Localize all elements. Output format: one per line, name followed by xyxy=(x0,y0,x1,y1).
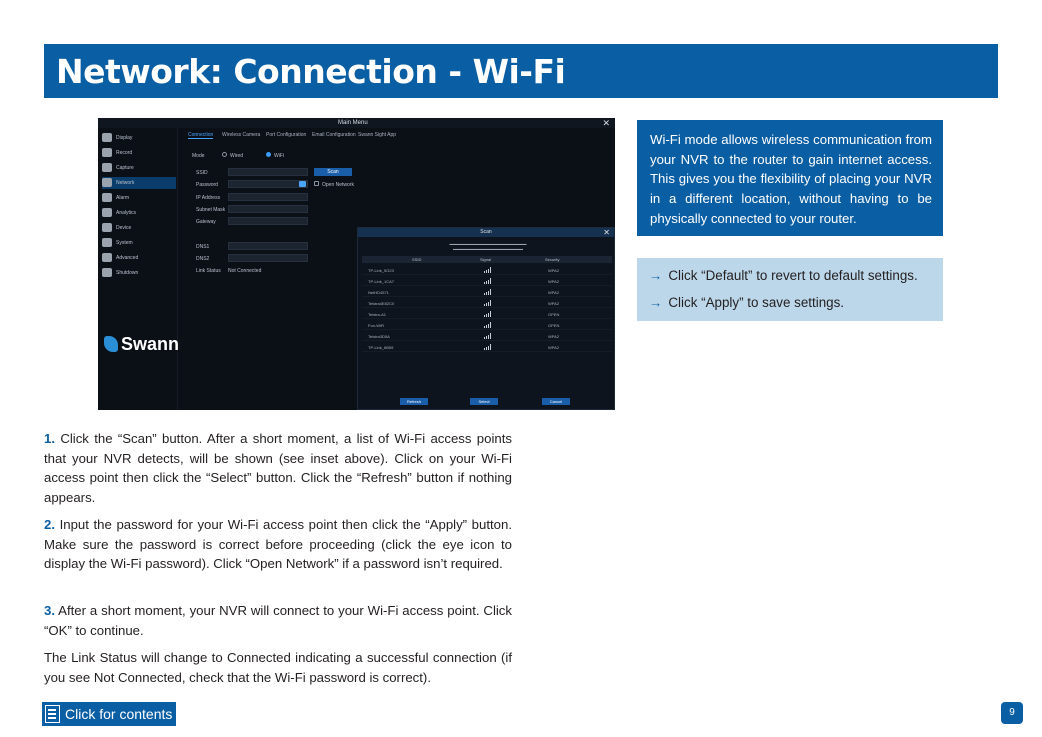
scan-row[interactable] xyxy=(362,265,612,275)
step-2-number: 2. xyxy=(44,517,55,532)
document-icon xyxy=(45,705,60,723)
alarm-icon xyxy=(102,193,112,202)
select-button[interactable]: Select xyxy=(470,398,498,405)
tips-box xyxy=(637,258,943,321)
subnet-mask-label: Subnet Mask xyxy=(196,207,226,213)
wifi-signal-icon xyxy=(484,322,491,328)
step-3-number: 3. xyxy=(44,603,55,618)
tip-apply-text: Click “Apply” to save settings. xyxy=(668,295,845,310)
window-titlebar xyxy=(98,118,615,128)
col-ssid: SSID xyxy=(412,257,422,262)
mode-wifi-label: WiFi xyxy=(274,153,284,159)
scan-button[interactable]: Scan xyxy=(314,168,352,176)
step-3-text: After a short moment, your NVR will connect to your Wi-Fi access point. Click “OK” to continue. xyxy=(44,603,512,638)
system-icon xyxy=(102,238,112,247)
shutdown-icon xyxy=(102,268,112,277)
step-1 xyxy=(44,429,512,507)
step-1-text: Click the “Scan” button. After a short moment, a list of Wi-Fi access points that your NVR detects, will be shown (see inset above). Click on your Wi-Fi access point then click the “Select” button. Click the “Refresh” button if nothing appears. xyxy=(44,431,512,505)
scan-row[interactable] xyxy=(362,320,612,330)
tab-port-configuration[interactable]: Port Configuration xyxy=(266,132,307,138)
sidebar-item-system[interactable] xyxy=(102,237,176,249)
scan-row-ssid: Telstra3D5A xyxy=(368,334,390,339)
sidebar-item-label: System xyxy=(116,240,133,246)
dns1-label: DNS1 xyxy=(196,244,210,250)
step-3 xyxy=(44,601,512,640)
open-network-label: Open Network xyxy=(322,182,354,188)
sidebar xyxy=(98,128,178,410)
dns1-field[interactable] xyxy=(228,242,308,250)
password-field[interactable] xyxy=(228,180,308,188)
sidebar-item-analytics[interactable] xyxy=(102,207,176,219)
tab-email-configuration[interactable]: Email Configuration xyxy=(312,132,356,138)
page-number: 9 xyxy=(1001,702,1023,724)
sidebar-item-label: Advanced xyxy=(116,255,139,261)
close-icon[interactable]: ✕ xyxy=(602,118,610,128)
window-title: Main Menu xyxy=(338,120,368,126)
scan-row-security: WPA2 xyxy=(548,290,560,295)
scan-row[interactable] xyxy=(362,276,612,286)
scan-row[interactable] xyxy=(362,331,612,341)
step-2 xyxy=(44,515,512,574)
tab-connection[interactable]: Connection xyxy=(188,132,214,138)
arrow-right-icon: → xyxy=(649,295,663,310)
sidebar-item-alarm[interactable] xyxy=(102,192,176,204)
record-icon xyxy=(102,148,112,157)
mode-wired-radio[interactable] xyxy=(222,152,227,157)
scan-row-security: OPEN xyxy=(548,312,560,317)
mode-wired-label: Wired xyxy=(230,153,244,159)
gateway-field[interactable] xyxy=(228,217,308,225)
scan-row-security: WPA2 xyxy=(548,345,560,350)
scan-row-ssid: TP-Link_1CA7 xyxy=(368,279,395,284)
mode-wifi-radio[interactable] xyxy=(266,152,271,157)
scan-row-security: WPA2 xyxy=(548,301,560,306)
scan-dialog-title: Scan xyxy=(480,229,492,235)
dns2-field[interactable] xyxy=(228,254,308,262)
scan-row-ssid: NetHD4571 xyxy=(368,290,389,295)
gateway-label: Gateway xyxy=(196,219,216,225)
link-status-label: Link Status xyxy=(196,268,221,274)
sidebar-item-label: Display xyxy=(116,135,133,141)
wifi-signal-icon xyxy=(484,333,491,339)
scan-row[interactable] xyxy=(362,287,612,297)
scan-row-security: WPA2 xyxy=(548,279,560,284)
tab-wireless-camera[interactable]: Wireless Camera xyxy=(222,132,261,138)
wifi-signal-icon xyxy=(484,311,491,317)
device-icon xyxy=(102,223,112,232)
refresh-button[interactable]: Refresh xyxy=(400,398,428,405)
scan-dialog-message: ▬▬▬▬▬▬▬▬▬▬▬▬▬▬▬▬▬▬▬▬▬▬ ▬▬▬▬▬▬▬▬▬▬▬▬▬▬▬▬▬▬▬▬ xyxy=(449,242,527,251)
wifi-signal-icon xyxy=(484,289,491,295)
display-icon xyxy=(102,133,112,142)
password-label: Password xyxy=(196,182,218,188)
analytics-icon xyxy=(102,208,112,217)
scan-row-ssid: TP-Link_5G23 xyxy=(368,268,394,273)
sidebar-item-label: Shutdown xyxy=(116,270,139,276)
ssid-field[interactable] xyxy=(228,168,308,176)
capture-icon xyxy=(102,163,112,172)
sidebar-item-device[interactable] xyxy=(102,222,176,234)
tab-swann-sight-app[interactable]: Swann Sight App xyxy=(358,132,397,138)
tip-default xyxy=(649,268,918,283)
mode-label: Mode xyxy=(192,153,205,159)
step-2-text: Input the password for your Wi-Fi access point then click the “Apply” button. Make sure the password is correct before proceeding (click the eye icon to display the Wi-Fi password). Click “Open Network” if a password isn’t required. xyxy=(44,517,512,571)
scan-row[interactable] xyxy=(362,298,612,308)
sidebar-item-capture[interactable] xyxy=(102,162,176,174)
scan-row-ssid: TP-Link_6B59 xyxy=(368,345,394,350)
ip-address-label: IP Address xyxy=(196,195,221,201)
subnet-mask-field[interactable] xyxy=(228,205,308,213)
scan-row-ssid: Fon-WiFi xyxy=(368,323,385,328)
nvr-screenshot xyxy=(98,118,615,410)
arrow-right-icon: → xyxy=(649,268,663,283)
wifi-signal-icon xyxy=(484,300,491,306)
sidebar-item-shutdown[interactable] xyxy=(102,267,176,279)
scan-dialog xyxy=(357,227,615,410)
wifi-signal-icon xyxy=(484,278,491,284)
scan-row-ssid: Telstra4E82C0 xyxy=(368,301,395,306)
swann-logo-icon xyxy=(104,336,118,352)
scan-close-icon[interactable]: ✕ xyxy=(603,228,610,237)
wifi-signal-icon xyxy=(484,267,491,273)
sidebar-item-label: Network xyxy=(116,180,135,186)
scan-row-ssid: Telstra-A1 xyxy=(368,312,387,317)
sidebar-item-label: Analytics xyxy=(116,210,137,216)
scan-row[interactable] xyxy=(362,309,612,319)
sidebar-item-advanced[interactable] xyxy=(102,252,176,264)
page-title: Network: Connection - Wi-Fi xyxy=(56,52,566,91)
scan-row-security: WPA2 xyxy=(548,268,560,273)
sidebar-item-record[interactable] xyxy=(102,147,176,159)
closing-paragraph: The Link Status will change to Connected indicating a successful connection (if you see Not Connected, check that the Wi-Fi password is correct). xyxy=(44,650,512,685)
sidebar-item-label: Capture xyxy=(116,165,134,171)
eye-icon[interactable] xyxy=(299,181,306,187)
info-box xyxy=(637,120,943,236)
ssid-label: SSID xyxy=(196,170,208,176)
contents-link[interactable] xyxy=(42,702,176,726)
sidebar-item-label: Record xyxy=(116,150,133,156)
brand-name: Swann xyxy=(121,334,180,354)
scan-row[interactable] xyxy=(362,342,612,352)
link-status-value: Not Connected xyxy=(228,268,262,274)
sidebar-item-network[interactable] xyxy=(102,177,176,189)
tip-apply xyxy=(649,295,844,310)
sidebar-item-display[interactable] xyxy=(102,132,176,144)
scan-row-security: WPA2 xyxy=(548,334,560,339)
col-security: Security xyxy=(545,257,560,262)
advanced-icon xyxy=(102,253,112,262)
dns2-label: DNS2 xyxy=(196,256,210,262)
cancel-button[interactable]: Cancel xyxy=(542,398,570,405)
scan-row-security: OPEN xyxy=(548,323,560,328)
network-icon xyxy=(102,178,112,187)
contents-link-label: Click for contents xyxy=(65,706,173,722)
col-signal: Signal xyxy=(480,257,492,262)
open-network-checkbox[interactable] xyxy=(314,181,319,186)
sidebar-item-label: Alarm xyxy=(116,195,130,201)
scan-dialog-header xyxy=(358,228,614,237)
wifi-signal-icon xyxy=(484,344,491,350)
tip-default-text: Click “Default” to revert to default settings. xyxy=(668,268,918,283)
title-bar xyxy=(44,44,998,98)
ip-address-field[interactable] xyxy=(228,193,308,201)
sidebar-item-label: Device xyxy=(116,225,132,231)
info-box-text: Wi-Fi mode allows wireless communication from your NVR to the router to gain internet access. This gives you the flexibility of placing your NVR in a different location, without having to be physically connected to your router. xyxy=(650,132,932,226)
scan-table-header xyxy=(362,256,612,263)
step-1-number: 1. xyxy=(44,431,55,446)
swann-logo xyxy=(104,334,179,355)
